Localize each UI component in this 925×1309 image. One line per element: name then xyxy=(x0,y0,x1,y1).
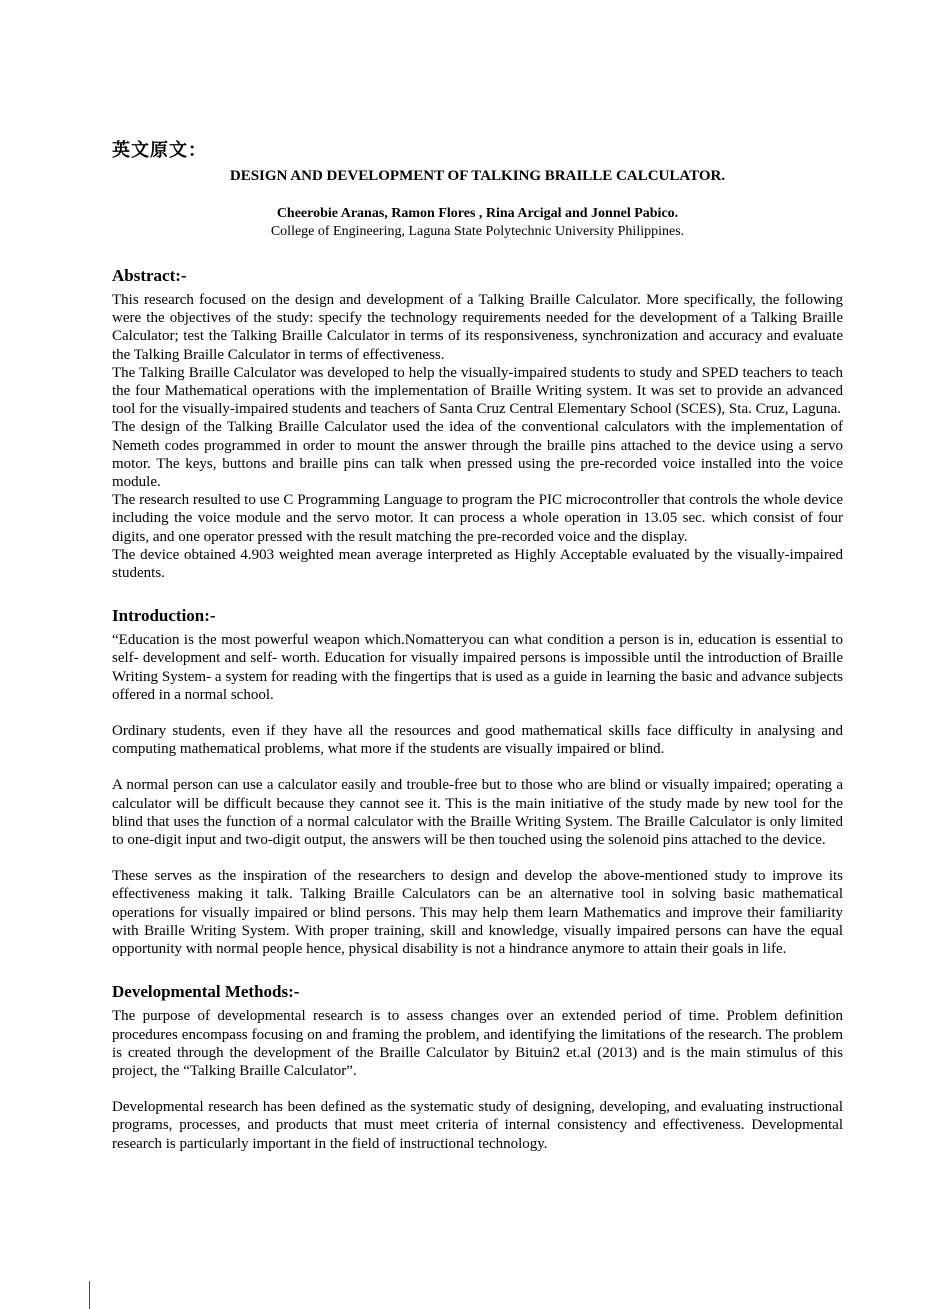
abstract-paragraph: The design of the Talking Braille Calculator used the idea of the conventional calculators with the implementation of Nemeth codes programmed in order to mount the answer through the braille pins attached to the device using a servo motor. The keys, buttons and braille pins can talk when pressed using the pre-recorded voice installed into the voice module. xyxy=(112,419,843,491)
methods-paragraph: Developmental research has been defined as the systematic study of designing, developing, and evaluating instructional programs, processes, and products that must meet criteria of internal consistency and effectiveness. Developmental research is particularly important in the field of instructional technology. xyxy=(112,1099,843,1152)
methods-paragraph: The purpose of developmental research is to assess changes over an extended period of time. Problem definition procedures encompass focusing on and framing the problem, and identifying the limitations of the research. The problem is created through the development of the Braille Calculator by Bituin2 et.al (2013) and is the main stimulus of this project, the “Talking Braille Calculator”. xyxy=(112,1008,843,1079)
chinese-source-label: 英文原文： xyxy=(112,140,207,160)
paper-title: DESIGN AND DEVELOPMENT OF TALKING BRAILLE CALCULATOR. xyxy=(229,168,726,184)
introduction-paragraph: A normal person can use a calculator easily and trouble-free but to those who are blind or visually impaired; operating a calculator will be difficult because they cannot see it. This is the main initiative of the study made by new tool for the blind that uses the function of a normal calculator with the Braille Writing System. The Braille Calculator is only limited to one-digit input and two-digit output, the answers will be then touched using the solenoid pins attached to the device. xyxy=(112,777,843,849)
authors-line: Cheerobie Aranas, Ramon Flores , Rina Arcigal and Jonnel Pabico. xyxy=(276,206,679,221)
abstract-paragraph: The device obtained 4.903 weighted mean average interpreted as Highly Acceptable evaluated by the visually-impaired students. xyxy=(112,546,843,582)
affiliation-line: College of Engineering, Laguna State Polytechnic University Philippines. xyxy=(270,224,685,239)
section-heading-abstract: Abstract:- xyxy=(112,266,187,285)
introduction-paragraph: “Education is the most powerful weapon which.Nomatteryou can what condition a person is in, education is essential to self- development and self- worth. Education for visually impaired persons is impossible until the introduction of Braille Writing System- a system for reading with the fingertips that is used as a guide in learning the basic and advance subjects offered in a normal school. xyxy=(112,632,843,703)
abstract-paragraph: The Talking Braille Calculator was developed to help the visually-impaired students to study and SPED teachers to teach the four Mathematical operations with the implementation of Braille Writing system. It was set to provide an advanced tool for the visually-impaired students and teachers of Santa Cruz Central Elementary School (SCES), Sta. Cruz, Laguna. xyxy=(112,364,843,418)
page-margin-mark xyxy=(89,1281,90,1309)
abstract-paragraph: This research focused on the design and development of a Talking Braille Calculator. More specifically, the following were the objectives of the study: specify the technology requirements needed for the development of a Talking Braille Calculator; test the Talking Braille Calculator in terms of its responsiveness, synchronization and accuracy and evaluate the Talking Braille Calculator in terms of effectiveness. xyxy=(112,292,843,363)
introduction-paragraph: Ordinary students, even if they have all the resources and good mathematical skills face difficulty in analysing and computing mathematical problems, what more if the students are visually impaired or blind. xyxy=(112,723,843,758)
document-content xyxy=(112,136,843,1153)
introduction-paragraph: These serves as the inspiration of the researchers to design and develop the above-mentioned study to improve its effectiveness making it talk. Talking Braille Calculators can be an alternative tool in solving basic mathematical operations for visually impaired or blind persons. This may help them learn Mathematics and improve their familiarity with Braille Writing System. With proper training, skill and knowledge, visually impaired persons can have the equal opportunity with normal people hence, physical disability is not a hindrance anymore to attain their goals in life. xyxy=(112,868,843,958)
abstract-paragraph: The research resulted to use C Programming Language to program the PIC microcontroller that controls the whole device including the voice module and the servo motor. It can process a whole operation in 13.05 sec. which consist of four digits, and one operator pressed with the result matching the pre-recorded voice and the display. xyxy=(112,492,843,545)
section-heading-introduction: Introduction:- xyxy=(112,606,216,626)
section-heading-developmental-methods: Developmental Methods:- xyxy=(112,982,300,1002)
